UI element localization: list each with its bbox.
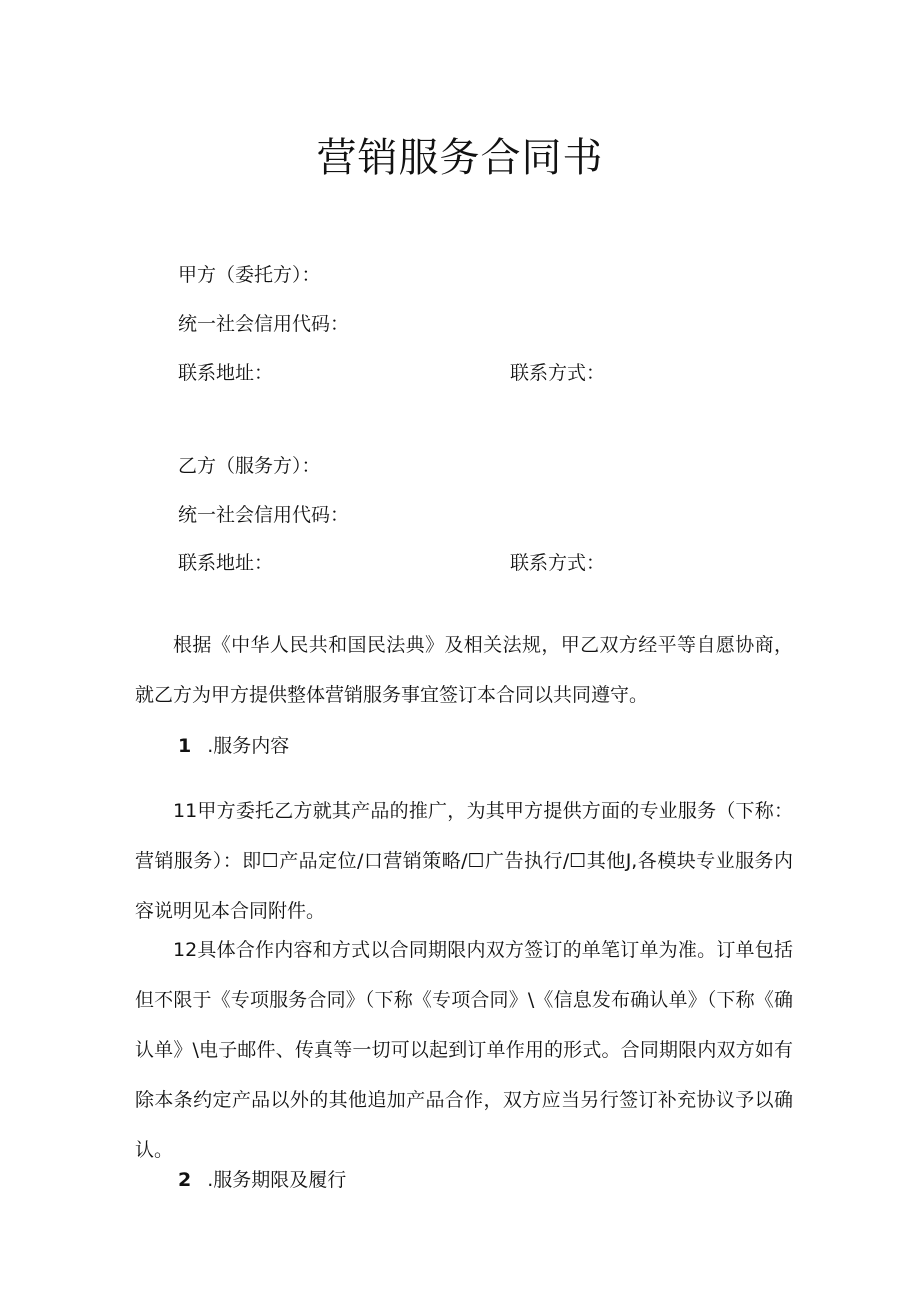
section-2-heading [178,1165,346,1195]
party-a-address: 联系地址： [178,362,274,384]
party-b-contact: 联系方式： [510,552,606,574]
preamble-paragraph: 根据《中华人民共和国民法典》及相关法规，甲乙双方经平等自愿协商，就乙方为甲方提供整体营销服务事宜签订本合同以共同遵守。 [135,634,793,706]
section-2-title: .服务期限及履行 [207,1169,347,1191]
clause-1-2: 12具体合作内容和方式以合同期限内双方签订的单笔订单为准。订单包括但不限于《专项服务合同》（下称《专项合同》\《信息发布确认单》（下称《确认单》\电子邮件、传真等一切可以起到订单作用的形式。合同期限内双方如有除本条约定产品以外的其他追加产品合作，双方应当另行签订补充协议予以确认。 [135,939,793,1161]
party-a-credit-code: 统一社会信用代码： [178,313,350,335]
section-1-title: .服务内容 [207,735,290,757]
party-a-label: 甲方（委托方）： [178,264,321,286]
party-b-credit-code: 统一社会信用代码： [178,504,350,526]
party-b-address: 联系地址： [178,552,274,574]
section-2-number: 2 [178,1169,192,1191]
party-b-label: 乙方（服务方）： [178,455,321,477]
document-title: 营销服务合同书 [316,135,604,181]
clause-1-1: 11甲方委托乙方就其产品的推广，为其甲方提供方面的专业服务（下称：营销服务）：即☐产品定位/口营销策略/☐广告执行/☐其他J,各模块专业服务内容说明见本合同附件。 [135,800,793,922]
section-1-number: 1 [178,735,192,757]
section-1-heading [178,731,289,761]
party-a-contact: 联系方式： [510,362,606,384]
